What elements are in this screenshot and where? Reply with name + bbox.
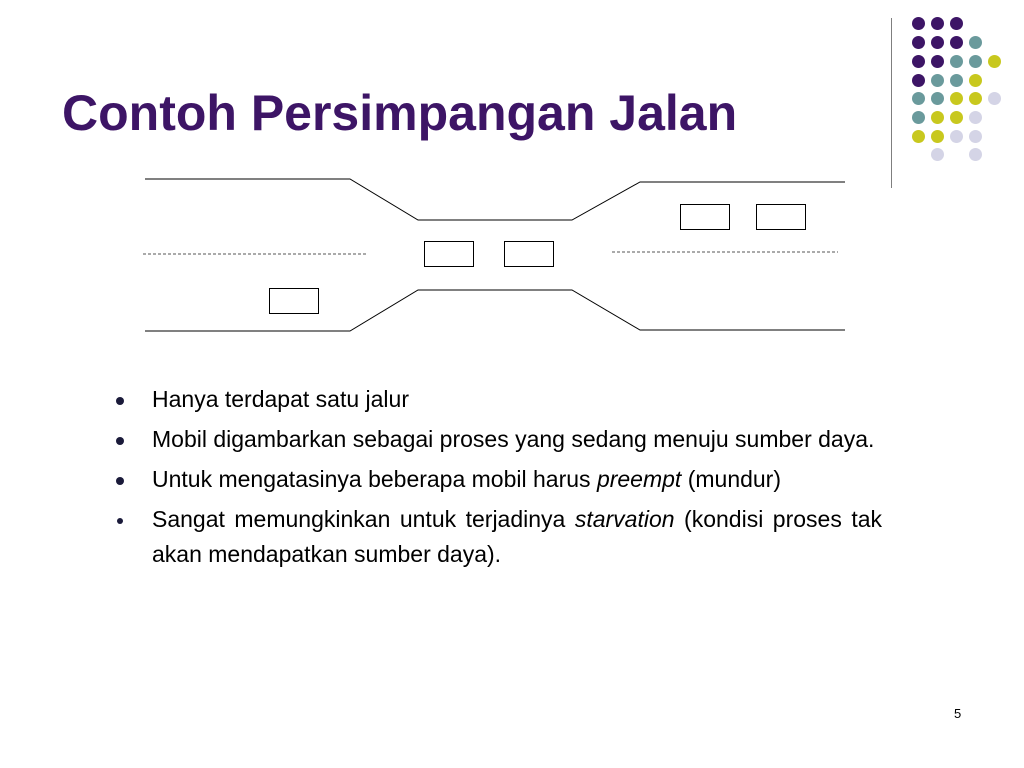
road-bottom-edge bbox=[145, 290, 845, 331]
road-intersection-diagram bbox=[0, 0, 1024, 380]
bullet-icon bbox=[116, 477, 124, 485]
bullet-icon bbox=[116, 397, 124, 405]
car-box bbox=[269, 288, 319, 314]
bullet-text: Hanya terdapat satu jalur bbox=[152, 386, 409, 412]
bullet-text: Mobil digambarkan sebagai proses yang sedang menuju sumber daya. bbox=[152, 426, 875, 452]
bullet-emphasis: starvation bbox=[574, 506, 675, 532]
slide-title: Contoh Persimpangan Jalan bbox=[62, 85, 738, 141]
car-box bbox=[680, 204, 730, 230]
bullet-text-part: (kondisi proses tak akan mendapatkan sumber daya). bbox=[152, 506, 883, 567]
bullet-item bbox=[114, 382, 882, 417]
bullet-item bbox=[114, 502, 882, 572]
page-number: 5 bbox=[954, 706, 962, 721]
bullet-item bbox=[114, 462, 882, 497]
bullet-text-part: Untuk mengatasinya beberapa mobil harus bbox=[152, 466, 597, 492]
bullet-list bbox=[114, 382, 882, 577]
bullet-icon bbox=[117, 518, 123, 524]
bullet-item bbox=[114, 422, 882, 457]
road-top-edge bbox=[145, 179, 845, 220]
bullet-text bbox=[152, 506, 882, 567]
bullet-text-part: Sangat memungkinkan untuk terjadinya bbox=[152, 506, 575, 532]
bullet-text bbox=[152, 466, 781, 492]
bullet-icon bbox=[116, 437, 124, 445]
car-box bbox=[756, 204, 806, 230]
bullet-text-part: (mundur) bbox=[681, 466, 782, 492]
car-box bbox=[424, 241, 474, 267]
bullet-emphasis: preempt bbox=[596, 466, 682, 492]
car-box bbox=[504, 241, 554, 267]
